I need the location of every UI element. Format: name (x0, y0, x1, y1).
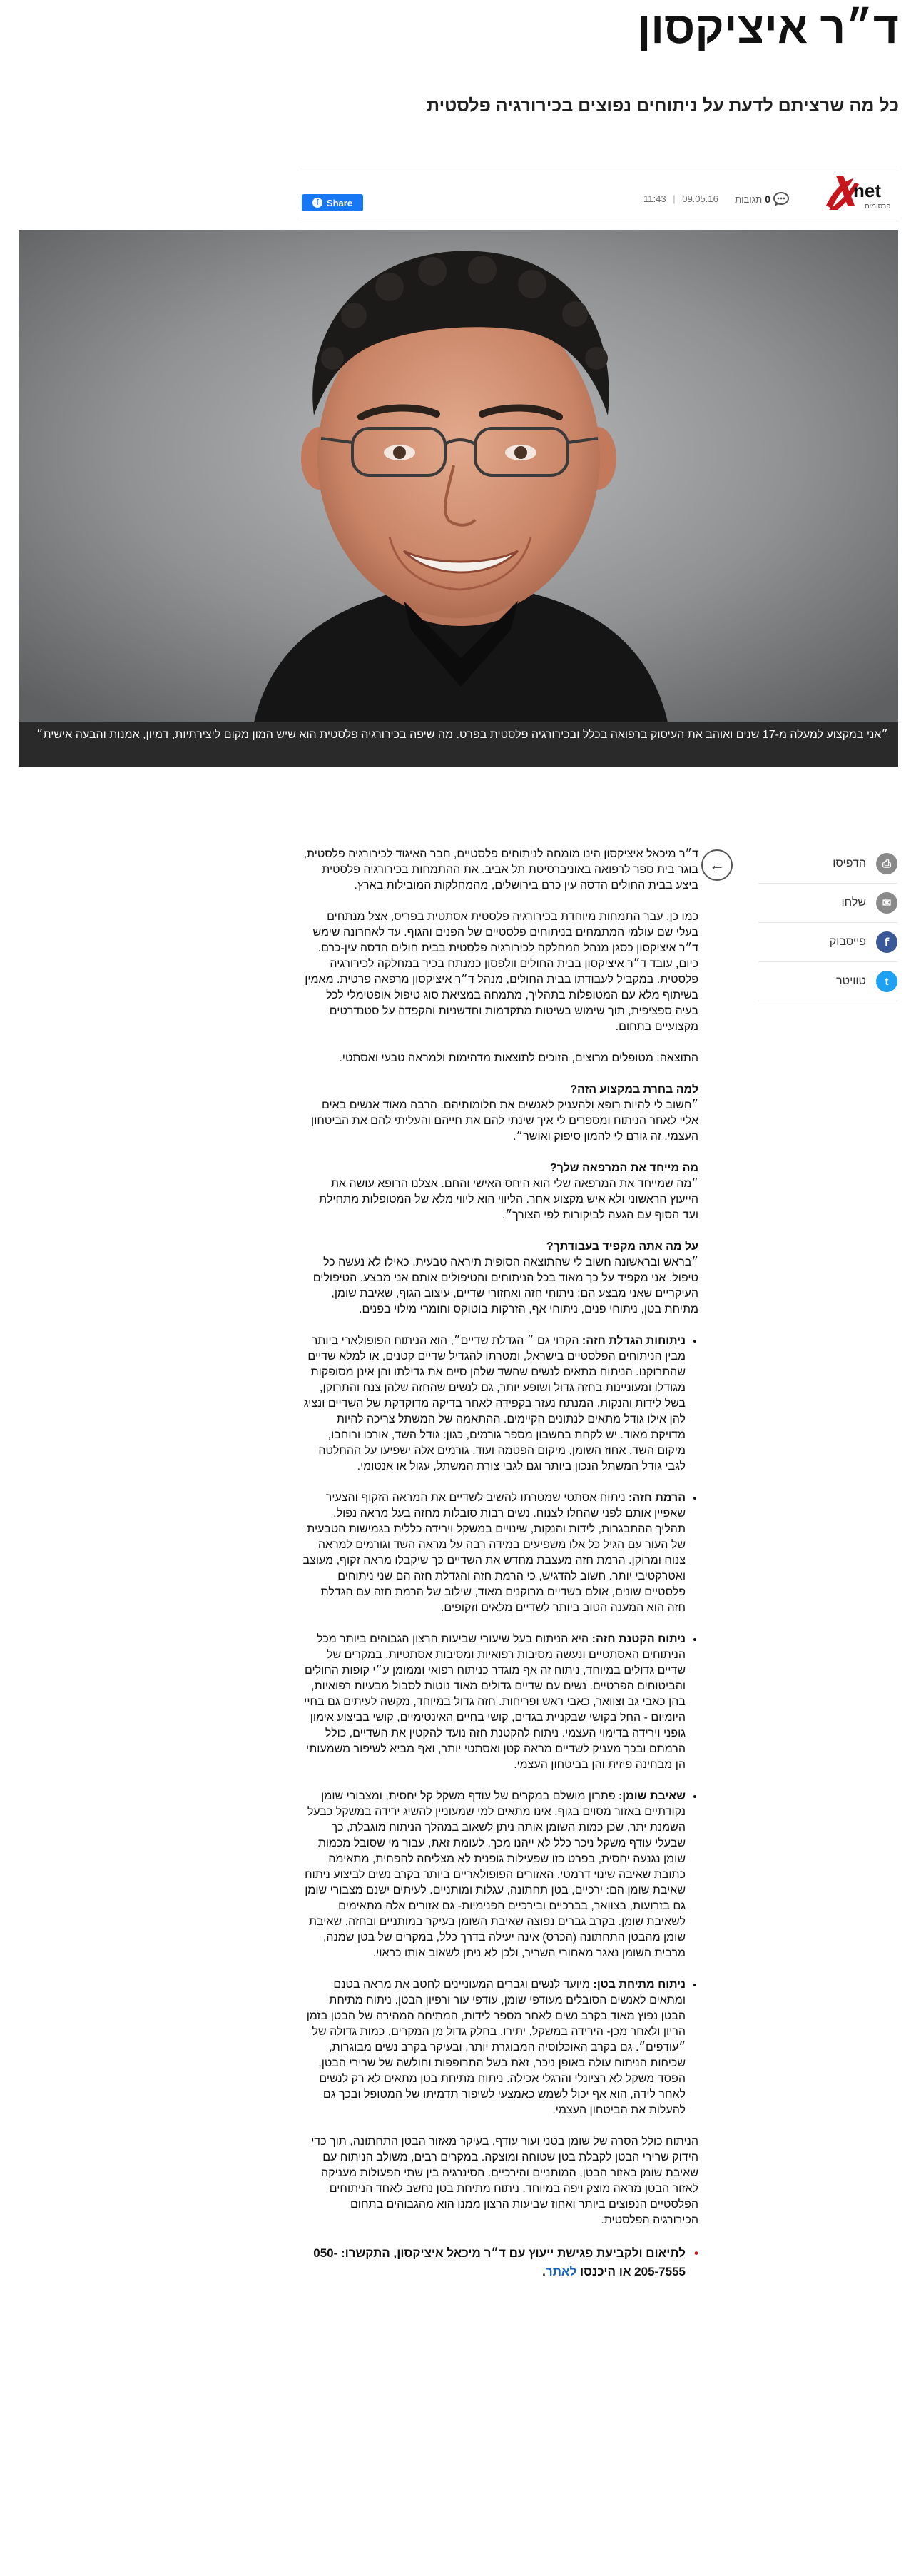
share-mail-label: שלחו (841, 896, 866, 909)
article-paragraph: כמו כן, עבר התמחות מיוחדת בכירורגיה פלסטית אסתטית בפריס, אצל מנתחים בעלי שם עולמי המתמחים בניתוחים פלסטיים של הפנים והגוף. עד לאחרונה שימש ד״ר איציקסון כסגן מנהל המחלקה לכירורגיה פלסטית בבית חולים הדסה עין-כרם. כיום, עובד ד״ר איציקסון בבית החולים וולפסון כמנתח בכיר במחלקה לכירורגיה פלסטית. במקביל לעבודתו בבית החולים, מנהל ד״ר איציקסון מרפאה פרטית. מאמין בשיתוף מלא עם המטופלות בתהליך, מתמחה במציאת סוג טיפול אופטימלי לכל בעיה ספציפית, תוך שימוש בשיטות מתקדמות וחדשניות והקפדה על סטנדרטים מקצועיים בתחום. (305, 911, 698, 1033)
ynet-logo-icon (822, 168, 899, 216)
hero-caption: ״אני במקצוע למעלה מ-17 שנים ואוהב את העיסוק ברפואה בכלל ובכירורגיה פלסטית בפרט. מה שיפה בכירורגיה פלסטית הוא שיש המון מקום ליצירתיות, דמיון, אמנות והבעה אישית״ (19, 722, 898, 767)
procedure-title: ניתוח הקטנת חזה: (591, 1633, 686, 1645)
comments-count[interactable] (716, 193, 770, 205)
article-answer: ״חשוב לי להיות רופא ולהעניק לאנשים את חלומותיהם. הרבה מאוד אנשים באים אליי לאחר הניתוח ומספרים לי איך שינתי להם את חייהם והעליתי להם את הביטחון העצמי. זה גורם לי להמון סיפוק ואושר״. (311, 1099, 698, 1143)
publish-time (643, 193, 718, 204)
procedure-title: הרמת חזה: (629, 1492, 686, 1504)
contact-cta-text: לתיאום ולקביעת פגישת ייעוץ עם ד״ר מיכאל איציקסון, התקשרו: 050-205-7555 או היכנסו (313, 2246, 686, 2278)
procedure-title: שאיבת שומן: (619, 1790, 686, 1802)
article-question: על מה אתה מקפיד בעבודתך? (546, 1241, 698, 1253)
share-twitter-label: טוויטר (836, 975, 866, 987)
procedure-list (302, 1789, 698, 1961)
facebook-icon: f (312, 198, 322, 208)
back-arrow-button[interactable] (701, 849, 733, 881)
print-icon: ⎙ (876, 853, 897, 874)
procedure-title: ניתוח מתיחת בטן: (593, 1979, 686, 1991)
facebook-share-button[interactable] (302, 194, 363, 211)
comments-icon[interactable] (773, 191, 790, 207)
article-paragraph: התוצאה: מטופלים מרוצים, הזוכים לתוצאות מדהימות ולמראה טבעי ואסתטי. (339, 1052, 698, 1064)
arrow-left-icon: ← (709, 856, 725, 874)
publish-date-value: 09.05.16 (682, 193, 718, 204)
share-mail[interactable] (758, 884, 897, 923)
contact-cta (302, 2244, 698, 2281)
procedure-text: פתרון מושלם במקרים של עודף משקל קל יחסית, ומצבורי שומן נקודתיים באזור מסוים בגוף. אינו מתאים למי שמעוניין להשיג ירידה במשקל כבעל השמנת יתר, שכן כמות השומן אותה ניתן לשאוב במהלך הניתוח מוגבלת, כך שבעלי עודף משקל ניכר כלל לא ייהנו מכך. לעומת זאת, עבור מי שסובל מכמות שומן נגנעה יחסית, בפרט כזו שפעילות גופנית לא מצליחה להפחית, מתאימה כתובת שאיבה שינוי דרמטי. האזורים הפופולאריים ביותר בקרב נשים לביצוע ניתוח שאיבת שומן הם: ירכיים, בטן תחתונה, עגלות ומותניים. לעיתים ישנם מצבורי שומן גם בזרועות, בצוואר, בברכיים ובירכיים הפנימיות- גם אזורים אלה מתאימים לשאיבת שומן. בקרב גברים נפוצה שאיבת השומן בעיקר במותניים ובחזה. שאיבת שומן מהבטן התחתונה (הכרס) אינה יעילה בדרך כלל, במקרים של בטן שמנה, מרבית השומן נאגר מאחורי השריר, ולכן לא ניתן לשאוב אותו כראוי. (305, 1790, 686, 1959)
list-item (302, 1789, 686, 1961)
share-twitter[interactable] (758, 962, 897, 1001)
list-item (302, 1490, 686, 1616)
comments-label: תגובות (735, 194, 763, 205)
twitter-icon: t (876, 971, 897, 992)
facebook-icon: f (876, 931, 897, 953)
article-paragraph: ד״ר מיכאל איציקסון הינו מומחה לניתוחים פלסטיים, חבר האיגוד לכירורגיה פלסטית, בוגר בית ספר לרפואה באוניברסיטת תל אביב. את ההתמחות בכירורגיה פלסטית ביצע בבית החולים הדסה עין כרם בירושלים, מהמחלקות המובילות בארץ. (303, 848, 698, 892)
procedure-text: מיועד לנשים וגברים המעוניינים לחטב את מראה בטנם ומתאים לאנשים הסובלים מעודפי שומן, עודפי עור ורפיון הבטן. ניתוח מתיחת הבטן נפוץ מאוד בקרב נשים לאחר מספר לידות, המתיחה המהירה של הבטן בזמן הריון ולאחר מכן- הירידה במשקל, יתירו, בחלק גדול מן המקרים, כמות גדולה של ״עודפים״. גם בקרב האוכלוסיה המבוגרת יותר, ובעיקר בקרב נשים מבוגרות, שכיחות הניתוח עולה באופן ניכר, זאת בשל התרופפות וחולשה של שרירי הבטן, הפסד משקל לא רציונלי והרגלי אכילה. ניתוח מתיחת בטן מתאים לא רק לנשים לאחר לידה, הוא אף יכול לשמש כאמצעי לשיפור תדמיתו של המטופל ובכך גם להעלות את הביטחון העצמי. (306, 1979, 686, 2116)
share-print-label: הדפיסו (833, 857, 866, 869)
page-subtitle: כל מה שרציתם לדעת על ניתוחים נפוצים בכירורגיה פלסטית (427, 96, 899, 116)
procedure-title: ניתוחות הגדלת חזה: (581, 1335, 686, 1347)
hero-image (19, 230, 898, 722)
procedure-list (302, 1490, 698, 1616)
publish-time-value: 11:43 (643, 193, 666, 204)
logo-sub-text: פרסומים (865, 203, 891, 211)
procedure-text: היא הניתוח בעל שיעורי שביעות הרצון הגבוהים ביותר מכל הניתוחים האסתטיים ונעשה מסיבות רפואיות ומסיבות אסתטיות. במקרים של שדיים גדולים במיוחד, ניתוח זה אף מוגדר כניתוח רפואי וממומן ע״י קופות החולים והביטוחים הפרטיים. נשים עם שדיים גדולים מאוד נוטות לסבול מבעיות רפואיות, בהן כאבי גב וצוואר, כאבי ראש ופריחות. חזה גדול במיוחד, מקשה לעיתים גם בחיי היומיום - החל בקושי שבקניית בגדים, קושי בחיים האינטימיים, קושי בביצוע אימון גופני וירידה בדימוי העצמי. ניתוח להקטנת חזה נועד להקטין את השדיים, כולל הרמתם ובכך מעניק לשדיים מראה קטן ואסתטי יותר, ואף מביא לשיפור משמעותי הן מבחינה פיזית והן בביטחון העצמי. (304, 1633, 686, 1771)
procedure-text: הקרוי גם ״ הגדלת שדיים״, הוא הניתוח הפופולארי ביותר מבין הניתוחים הפלסטיים בישראל, ומטרתו להגדיל שדיים קטנים, או למלא שדיים שהתרוקנו. הניתוח מתאים לנשים שהשד שלהן סיים את גדילתו והן אינן מסופקות מגודלו ומעוניינות בחזה גדול ושופע יותר, גם לנשים שהחזה שלהן צנח והתרוקן, בשל לידות והנקות. המנתח נעזר בקפידה לאחר בדיקה מדוקדקת של השדיים ונציג להן אילו גודל מתאים לנתונים הקיימים. ההתאמה של המשתל צריכה להיות מדויקת מאוד. יש לקחת בחשבון מספר גורמים, כגון: גודל השד, אורכו ורוחבו, מיקום השד, אחוז השומן, מיקום הפטמה ועוד. גורמים אלה ישפיעו על ההחלטה לגבי גודל המשתל הנכון ביותר וגם לגבי צורת המשתל, עגול או אנטומי. (303, 1335, 686, 1473)
doctor-portrait (19, 230, 898, 722)
article-answer: ״מה שמייחד את המרפאה שלי הוא היחס האישי והחם. אצלנו הרופא עושה את הייעוץ הראשוני ולא איש מקצוע אחר. הליווי הוא ליווי מלא של המטופלות מתחילת ועד הסוף עם הגעה לביקורות לפי הצורך״. (319, 1178, 698, 1221)
procedure-list (302, 1333, 698, 1475)
share-facebook-label: פייסבוק (829, 936, 866, 948)
article-question: למה בחרת במקצוע הזה? (570, 1084, 698, 1096)
list-item (302, 1333, 686, 1475)
procedure-list (302, 1977, 698, 2118)
logo-text: net (853, 180, 881, 201)
mail-icon: ✉ (876, 892, 897, 914)
share-facebook[interactable] (758, 923, 897, 962)
ynet-logo[interactable] (822, 168, 899, 216)
article-paragraph: הניתוח כולל הסרה של שומן בטני ועור עודף, בעיקר מאזור הבטן התחתונה, תוך כדי הידוק שרירי הבטן לקבלת בטן שטוחה ומוצקה. במקרים רבים, משולב הניתוח עם שאיבת שומן באזור הבטן, המותניים והירכיים. הסינרגיה בין שתי הפעולות מעניקה לאזור הבטן מראה מוצק ויפה במיוחד. ניתוח מתיחת בטן נחשב לאחד הניתוחים הפלסטיים הנפוצים ביותר ואחוז שביעות הרצון ממנו הוא מהגבוהים בתחום הכירורגיה הפלסטית. (311, 2136, 698, 2226)
contact-cta-end: . (542, 2265, 546, 2278)
share-print[interactable] (758, 844, 897, 884)
facebook-share-label: Share (326, 197, 353, 208)
list-item (302, 1632, 686, 1773)
procedure-text: ניתוח אסתטי שמטרתו להשיב לשדיים את המראה הזקוף והצעיר שאפיין אותם לפני שהחלו לצנוח. נשים רבות סובלות מחזה בעל מראה נפול. תהליך ההתבגרות, לידות והנקות, שינויים במשקל וירידה כללית בגמישות הטבעית של העור עם הגיל כל אלו משפיעים במידה רבה על מראה השד וגורמים למראה צנוח ומרוקן. הרמת חזה מעצבת מחדש את השדיים כך שיקבלו מראה זקוף, מעוצב ואטרקטיבי יותר. חשוב להדגיש, כי הרמת חזה והגדלת חזה הם שני ניתוחים פלסטיים שונים, אולם בשדיים מרוקנים מאוד, שילוב של הרמת חזה עם הגדלת חזה הוא המענה הטוב ביותר לשדיים מלאים וזקופים. (302, 1492, 686, 1614)
website-link[interactable]: לאתר (545, 2265, 577, 2278)
meta-separator: | (673, 193, 676, 204)
share-sidebar (758, 844, 897, 1001)
article-body (302, 847, 698, 2281)
page-title: ד״ר איציקסון (637, 4, 899, 53)
article-answer: ״בראש ובראשונה חשוב לי שהתוצאה הסופית תיראה טבעית, כאילו לא נעשה כל טיפול. אני מקפיד על כך מאוד בכל הניתוחים והטיפולים אותם אני מבצע. הטיפולים העיקריים שאני מבצע הם: ניתוחי חזה ואחזורי שדיים, עיצוב הגוף, שאיבת שומן, מתיחת בטן, ניתוחי פנים, ניתוחי אף, הזרקות בוטוקס וחומרי מילוי בפנים. (312, 1256, 698, 1315)
procedure-list (302, 1632, 698, 1773)
list-item (302, 1977, 686, 2118)
article-question: מה מייחד את המרפאה שלך? (549, 1162, 698, 1174)
comments-number: 0 (765, 193, 770, 205)
